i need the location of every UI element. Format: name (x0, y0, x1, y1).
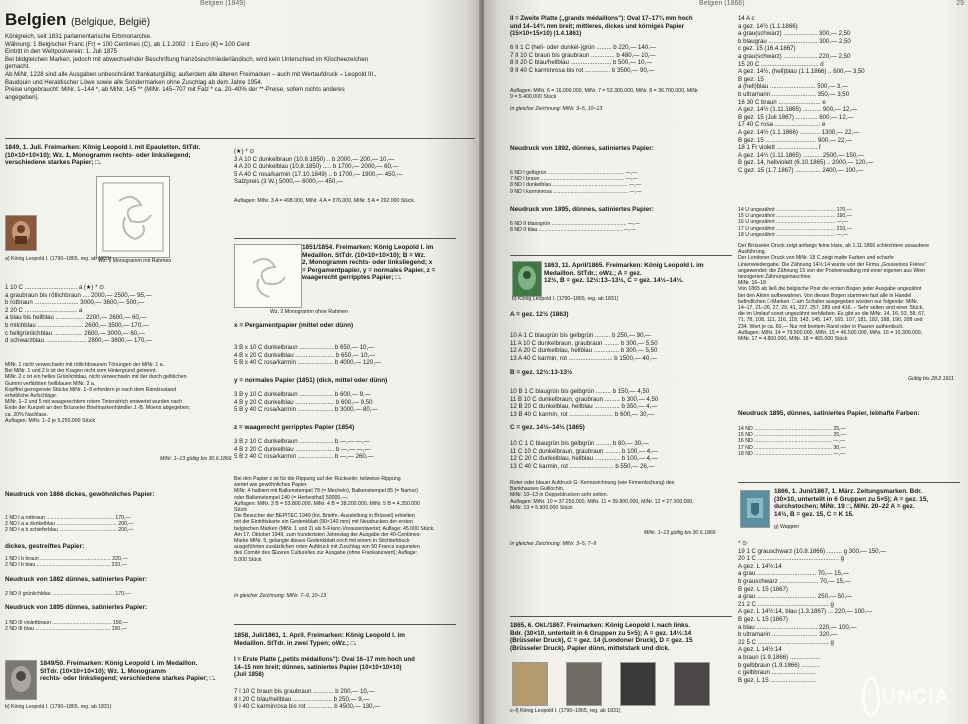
text-line: StTdr. (10×10+10×10); Wz. 1, Monogramm (40, 667, 166, 675)
text-line: 1865, 6. Okt./1867. Freimarken: König Leopold I. nach links. (510, 622, 691, 629)
validity-note: MiNr. 1–13 gültig bis 30.6.1866 (160, 456, 232, 462)
text-line: (★) * ⊙ (234, 148, 255, 155)
text-line: 18 1 Fr violett ........................ f (738, 144, 821, 152)
watermark-monogram-image-2 (234, 244, 302, 308)
text-line: Preise ungebraucht: MiNr. 1–144 *, ab MiNr. 145 ** (MiNr. 145–707 mit Falz * ca. 20–40% der **-Preise, sofern nichts anderes (5, 86, 345, 94)
text-line: 234. Wert je ca. 60,— Nur mit breitem Rand oder in Paaren authentisch. (738, 323, 904, 330)
text-line: = Pergamentpapier, y = normales Papier, z = (302, 266, 436, 274)
text-line: MiNr. 1–2 und 5 mit waagerechtem rotem Tintenstrich entwertet wurden nach (5, 399, 183, 406)
validity-note-2: Gültig bis 28.2.1911 (908, 376, 954, 382)
reprint-1895-rows-r (510, 221, 640, 233)
text-line: 2 ND I b blau ................................................... 220,— (5, 562, 127, 569)
text-line: bei den Akten aufbewahren. Von diesen Bogen stammen fast alle in Handel (738, 292, 912, 299)
x-paper-rows (234, 344, 381, 367)
caption-b: b) König Leopold I. (1790–1865, reg. ab 1831) (5, 704, 112, 710)
text-line: d schwarzblau ........................ 2800,— 3600,— 170,— (5, 337, 152, 345)
text-line: 16 ND ...................................................... —,— (738, 438, 846, 445)
issue-1863-heading (544, 262, 704, 285)
text-line: Roter oder blauer Aufdruck G: Kennzeichnung (wie Firmenlochung) des (510, 480, 675, 486)
text-line: Auflagen: MiNr. 10 = 37.250.000, MiNr. 11 = 39.800.000, MiNr. 12 = 27.300.000, (510, 498, 694, 505)
text-line: a grau(schwarz) .................... 220,— 2,50 (738, 52, 851, 60)
text-line: b milchblau ........................... 2600,— 3500,— 170,— (5, 321, 149, 329)
text-line: 1 ND I b braun ................................................. 220,— (5, 556, 128, 562)
text-line: 10 A 1 C blaugrün bis gelbgrün ......... b 250,— 90,— (510, 332, 652, 339)
text-line: 71, 78, 108, 111, 116, 118, 143, 145, 147, 165, 107, 181, 182, 188, 190, 208 und (738, 317, 923, 324)
text-line: 1858, Juli/1861, 1. April. Freimarken: König Leopold I. im (234, 632, 405, 639)
divider (5, 138, 475, 139)
text-line: a grau ................................... 70,— 15,— (738, 570, 849, 578)
text-line: 8 II 20 C blau/hellblau ........................ b 500,— 10,— (510, 59, 653, 67)
text-line: 14–15 mm breit; dünnes, satiniertes Papier (10×10+10×10) (234, 663, 402, 671)
reprint-1895-rows-2 (738, 426, 846, 457)
text-line: die im Umlauf sonst ungezähnt verblieben. Es gibt so die MiNr. 14, 16, 53, 58, 67, (738, 311, 926, 318)
text-line: mit der Eintrittskarte ein Gedenkblatt (90×140 mm) mit Neudrucken der ersten (234, 519, 413, 526)
right-page (484, 0, 968, 724)
text-line: A gez. 14½ (1.11.1865) ........... 900,— 12,— (738, 106, 858, 114)
issue-1858-heading (234, 632, 405, 647)
text-line: 14 U ungezähnt ......................................... 170,— (738, 207, 852, 213)
text-line: 14 ND ...................................................... 25,— (738, 426, 846, 432)
text-line: 4 A 20 C dunkelblau (10.8.1850) ..... b 1700,— 2000,— 60,— (234, 163, 399, 171)
text-line: MiNr. 2 c ist ein helles Grünlichblau, nicht verwechseln mit der durch gelblichen (5, 374, 187, 381)
text-line: oder Balkenstempel 140 (= Herbesthal) 50000,—. (234, 494, 349, 501)
text-line: 17 40 C rosa ........................... e (738, 121, 826, 129)
text-line: 11 A 10 C dunkelbraun, graubraun ......... b 300,— 5,50 (510, 339, 658, 347)
text-line: 3 B y 10 C dunkelbraun .................... b 600,— 9,— (234, 391, 371, 398)
text-line: gemacht. (5, 63, 31, 71)
issue-1866-heading (774, 488, 928, 518)
text-line: MiNr. 4 halbiert mit Balkenstempel 78 (= Mecheln), Balkenstempel 85 (= Namur) (234, 488, 418, 495)
text-line: Von 1865 ab ließ die belgische Post die ersten Bogen jeder Ausgabe ungezähnt (738, 286, 922, 293)
text-line: 15 U ungezähnt ......................................... 190,— (738, 213, 852, 220)
plate-1-heading (234, 656, 415, 679)
text-line: 13 A 40 C karmin, rot .......................... b 1500,— 40,— (510, 354, 657, 362)
text-line: 10 C 1 C blaugrün bis gelbgrün ......... b 80,— 30,— (510, 440, 649, 447)
left-page (0, 0, 481, 724)
text-line: Der Brüsseler Druck zeigt anfangs feine klare, ab 1.11.1866 schlechtere unsaubere (738, 243, 930, 249)
text-line: I = Erste Platte („petits médaillons"): Oval 16–17 mm hoch und (234, 656, 415, 663)
text-line: 1 ND III violettbraun ......................................... 150,— (5, 620, 129, 626)
text-line: 1849, 1. Juli. Freimarken: König Leopold I. mit Epauletten. StTdr. (5, 144, 201, 151)
issue-1865-table (738, 15, 873, 174)
text-line: 5 B y 40 C rosa/karmin ..................... b 3000,— 80,— (234, 406, 378, 414)
reprint-1895-heading: Neudruck von 1895 dünnes, satiniertes Papier: (5, 604, 148, 611)
caption-b-right: b) König Leopold I. (1790–1865, reg. ab 1831) (512, 296, 619, 302)
issue-1849-50-heading (40, 660, 215, 683)
text-line: 6 ND II blassgrün .................................................... —,— (510, 221, 640, 227)
page-number: 29 (956, 0, 964, 7)
text-line: 2 ND II grünlichblau ........................................... 170,— (5, 591, 131, 597)
text-line: a grau ................................... 250,— 50,— (738, 593, 853, 601)
plate-2-heading (510, 15, 693, 38)
text-line: 5 B z 40 C rosa/karmin ..................... b —,— 260,— (234, 453, 374, 461)
text-line: 9 II 40 C karminrosa bis rot ............... b 3500,— 90,— (510, 66, 655, 74)
plate-1-rows (234, 688, 380, 711)
text-line: Linienwiedergabe. Die Zähnung 14½:14 wurde von der Firma „Gouweloos Frères" (738, 261, 927, 268)
text-line: 6 II 1 C (hell- oder dunkel-)grün ......... b 220,— 140,— (510, 44, 656, 51)
stamp-image-g (740, 490, 770, 528)
text-line: 7 II 10 C braun bis graubraun .............. b 480,— 10,— (510, 51, 656, 59)
text-line: verschiedene starkes Papier; □. (5, 159, 101, 167)
text-line: c gez. 15 (16.4.1867) (738, 45, 796, 53)
text-line: a blau bis hellblau ................. 2200,— 2600,— 60,— (5, 314, 147, 322)
text-line: 11 C 10 C dunkelbraun, graubraun ......... b 100,— 4,— (510, 447, 658, 455)
text-line: rechts- oder linksliegend; verschiedene starkes Papier; □. (40, 675, 216, 683)
text-line: 12½, B = gez. 12½:13–13½, C = gez. 14½–14½. (544, 277, 684, 285)
text-line: Währung: 1 Belgischer Franc (Fr) = 100 Centimes (C), ab 1.1.2002 : 1 Euro (€) = 100 Cent (5, 40, 250, 48)
perf-c-rows (510, 440, 658, 470)
text-line: 14 A c (738, 15, 755, 22)
page-title: Belgien (Belgique, België) (5, 10, 151, 29)
stamp-image-e (620, 662, 656, 706)
reprint-1892-rows (510, 170, 641, 195)
text-line: Gummi verfärbten hellblauen MiNr. 2 a. (5, 380, 96, 387)
text-line: MiNr. 13 = 5.900.000 Stück (510, 504, 573, 511)
text-line: A gez. 14½, (hell)blau (1.1.1866) .. 600,— 3,50 (738, 68, 865, 76)
text-line: des Comité des Œuvres Culturelles zur Ausgabe (ohne Frankaturwert); Auflage: (234, 550, 418, 557)
text-line: 15 20 C .................................. d (738, 60, 824, 68)
stamp-image-a (5, 215, 37, 251)
text-line: 1 10 C ............................... a (★) * ⊙ (5, 284, 105, 291)
issue-1851-heading (302, 244, 435, 282)
stamp-image-f (674, 662, 710, 706)
divider (510, 255, 732, 256)
text-line: 1851/1854. Freimarken: König Leopold I. im (302, 244, 434, 251)
text-line: (10×10+10×10); Wz. 1, Monogramm rechts- oder linksliegend; (5, 151, 191, 159)
text-line: 17 ND ...................................................... 30,— (738, 444, 846, 451)
reprint-1895-heading-r: Neudruck von 1895, dünnes, satiniertes Papier: (510, 206, 654, 213)
text-line: und 14–14¾ mm breit; mittleres, dickes und körniges Papier (510, 22, 685, 30)
text-line: Baudouin und Heraldischer Löwe sowie alle Sondermarken ohne Zuschlag ab dem Jahre 1954. (5, 78, 263, 86)
text-line: 12 A 20 C dunkelblau, hellblau ............... b 300,— 5,50 (510, 347, 658, 355)
text-line: 5 B x 40 C rosa/karmin ..................... b 4000,— 120,— (234, 359, 381, 367)
text-line: 22 5 C .......................................... g (738, 638, 834, 646)
divider (234, 238, 456, 239)
text-line: 9 I 40 C karminrosa bis rot ............... b 4500,— 130,— (234, 703, 381, 711)
text-line: 14½, B = gez. 15, C = K 15. (774, 510, 854, 518)
text-line: c gelbbraun .......................... (738, 669, 816, 677)
text-line: (30×10, unterteilt in 6 Gruppen zu 5×5); A = gez. 15, (774, 495, 929, 503)
text-line: Am 17. Oktober 1949, zum hundertsten Jahrestag der Ausgabe der 40-Centimes- (234, 531, 422, 538)
text-line: Kopffrei gezogenste Stücke MiNr. 1–9 erfordern je nach dem Randzustand (5, 386, 177, 393)
stamp-image-c (512, 662, 548, 706)
text-line: Medaillon. StTdr. in zwei Typen; oWz.; □. (234, 639, 357, 647)
text-line: 2 ND I a b schieferblau ........................................ 200,— (5, 527, 134, 534)
text-line: B gez. 15 .............................. 900,— 22,— (738, 136, 853, 144)
plate-2-rows (510, 44, 656, 74)
text-line: A gez. 14½ (1.1.1866) ............ 1300,— 22,— (738, 128, 860, 136)
reprint-1882-heading: Neudruck von 1882 dünnes, satiniertes Papier: (5, 576, 148, 583)
text-line: Stück (234, 507, 247, 514)
text-line: 8 ND I dunkelblau .................................................... —,— (510, 182, 641, 189)
text-line: Ab MiNr. 1228 sind alle Ausgaben unbeschränkt frankaturgültig; außerdem alle älteren Freimarken – auch mit Wertaufdruck – Leopold III., (5, 70, 377, 78)
text-line: bezogenen Zähnungsmaschine. (738, 274, 812, 281)
col2-notes-right (738, 243, 929, 342)
text-line: 1849/50. Freimarken: König Leopold I. im Medaillon. (40, 660, 198, 667)
text-line: Medaillon. StTdr. (10×10+10×10); B = Wz. (302, 251, 426, 259)
text-line: 4 B y 20 C dunkelblau ....................... b 600,— 9,50 (234, 398, 373, 406)
text-line: A gez. L 14½:14 (738, 562, 782, 570)
same-design: In gleicher Zeichnung: MiNr. 3–5, 10–13 (510, 106, 603, 112)
text-line: MiNr. 17 = 4.800.000, MiNr. 18 = 465.000 Stück (738, 336, 848, 343)
reprint-1866-rows (5, 515, 134, 534)
text-line: 12 B 20 C dunkelblau, hellblau ............... b 350,— 4,— (510, 403, 658, 411)
text-line: A gez. L 14½:14 (738, 646, 782, 654)
reprint-1882-rows (5, 591, 131, 597)
perf-c-heading: C = gez. 14½–14½ (1865) (510, 424, 585, 431)
text-line: 7 ND I braun .......................................................... —,— (510, 176, 638, 183)
text-line: c hellgrünlichblau ................. 2600,— 3000,— 60,— (5, 329, 145, 337)
text-line: 5.000 Stück (234, 556, 262, 563)
text-line: MiNr. 1 nicht verwechseln mit rötlichbraunen Tönungen der MiNr. 1 a. (5, 362, 165, 368)
text-line: ausgeführten zusätzlichen roten Aufdruck mit Zuschlag von 50 Francs zugunsten (234, 544, 420, 551)
text-line: 4 B z 20 C dunkelblau ....................... b —,— —,— (234, 445, 371, 453)
text-line: erhebliche Aufschläge. (5, 393, 58, 400)
text-line: a (hell)blau ........................... 500,— 3,— (738, 83, 849, 91)
text-line: II = Zweite Platte („grands médaillons"): Oval 17–17¾ mm hoch (510, 15, 693, 22)
text-line: 18 U ungezähnt ......................................... —,— (738, 231, 849, 238)
text-line: 9 = 5.400.000 Stück (510, 94, 557, 101)
text-line: Auflagen: MiNr. 1–2 je 5.250.000 Stück (5, 417, 95, 424)
stamp-image-d (566, 662, 602, 706)
text-line: ca. 20% Nachlass. (5, 411, 48, 418)
text-line: 5 A 40 C rosa/karmin (17.10.1849) .. b 1700,— 1900,— 450,— (234, 170, 403, 178)
text-line: b ultramarin .......................... 350,— 3,50 (738, 90, 850, 98)
text-line: B gez. 15 (738, 75, 764, 83)
text-line: a blau .................................... 220,— 100,— (738, 623, 857, 631)
text-line: Die Besucher der BEPITEC 1949 (Int. Briefm.-Ausstellung in Brüssel) erhielten (234, 513, 415, 520)
text-line: b grauschwarz ....................... 70,— 15,— (738, 577, 851, 585)
text-line: wertet wie gewöhnliches Papier. (234, 482, 308, 489)
text-line: waagerecht gerripptes Papier; □. (302, 274, 402, 282)
reprint-1866-heading: Neudruck von 1866 dickes, gewöhnliches Papier: (5, 491, 155, 498)
col2-notes (234, 476, 435, 563)
text-line: Bankhauses Guillochin. (510, 486, 565, 493)
text-line: durchstochen; MiNr. 19 □, MiNr. 20–22 A = gez. (774, 503, 915, 511)
text-line: Bei bildgleichen Marken, jedoch mit abwechselnder Beschriftung französisch/niederländisch, wird kein Unterschied im Klischeezeichen (5, 55, 369, 63)
text-line: 21 2 C .......................................... g (738, 600, 834, 608)
text-line: Bei MiNr. 1 und 2 b ist der Kragen nicht vom Hintergrund getrennt. (5, 368, 157, 375)
text-line: 1863, 11. April/1865. Freimarken: König Leopold I. im (544, 262, 704, 269)
text-line: 20 1 C ................................................ g (738, 555, 844, 563)
text-line: b ultramarin ........................... 320,— (738, 631, 838, 639)
issue-1849-heading (5, 144, 200, 167)
text-line: 1 ND I a rotbraun ............................................... 170,— (5, 515, 131, 521)
text-line: Königreich, seit 1831 parlamentarische Erbmonarchie. (5, 33, 152, 40)
caption-wz1: Wz. 1 Monogramm mit Rahmen (98, 258, 172, 264)
text-line: befindlichen □-Marken. □ am Schalter ausgegeben wurden nur folgende: MiNr. (738, 298, 919, 305)
caption-a: a) König Leopold I. (1790–1865, reg. ab 1831) (5, 256, 112, 262)
reprint-1892-heading: Neudruck von 1892, dünnes, satiniertes Papier: (510, 145, 654, 152)
text-line: Der Londoner Druck von MiNr. 18 C zeigt matte Farben und scharfe (738, 255, 894, 262)
intro-text (5, 33, 376, 101)
text-line: * ⊙ (738, 540, 748, 547)
perf-b-heading: B = gez. 12½:13-13½ (510, 369, 573, 376)
text-line: belgischen Marken (MiNr. 1 und 2) als 5-Franc-Vorausentwertet; Auflage: 45.000 Stück. (234, 525, 435, 532)
text-line: b rotbraun .......................... 3000,— 3600,— 500,— (5, 299, 145, 307)
divider (234, 624, 456, 625)
text-line: 2 ND I a a dunkelblau .......................................... 200,— (5, 521, 134, 528)
text-line: Ende der Kunzeit an den Brüsseler Briefmarkenhändler J.-B. Moens abgegeben; (5, 405, 191, 412)
text-line: 16 30 C braun ......................... e (738, 98, 826, 106)
table-1849 (5, 284, 152, 345)
text-line: 17 U ungezähnt ......................................... 210,— (738, 225, 852, 232)
text-line: 3 A 10 C dunkelbraun (10.8.1850) .. b 2000,— 200,— 10,— (234, 155, 395, 163)
text-line: 13 C 40 C karmin, rot .......................... b 550,— 26,— (510, 462, 655, 470)
text-line: Eintritt in den Weltpostverein: 1. Juli 1875 (5, 48, 118, 56)
perf-b-rows (510, 388, 658, 418)
text-line: (15×10+15×10) (1.4.1861) (510, 30, 582, 38)
text-line: angewendet; die Zähnung 15 von der Postverwaltung mit einer eigenen aus Wien (738, 267, 926, 274)
issue-1866-table (738, 540, 886, 684)
thick-paper-heading: dickes, gestreiftes Papier: (5, 543, 85, 550)
caption-cf: c–f) König Leopold I. (1790–1865, reg. ab 1831) (510, 708, 621, 714)
text-line: Auflagen: MiNr. 14 = 79.500.000, MiNr. 15 = 46.500.000, MiNr. 16 = 10.300.000, (738, 329, 923, 336)
text-line: (Brüsseler Druck). Papier dünn, mittelstark und dick. (510, 644, 670, 652)
table-3a-5a (234, 148, 403, 186)
x-paper-heading: x = Pergamentpapier (mittel oder dünn) (234, 322, 354, 329)
text-line: 3 B z 10 C dunkelbraun .................... b —,— —,— (234, 438, 370, 445)
perf-a-rows (510, 332, 658, 362)
divider (510, 616, 732, 617)
text-line: MiNr. 16–18 (738, 280, 766, 287)
text-line: a grau(schwarz) .................... 300,— 2,50 (738, 30, 851, 38)
text-line: A gez. L 14½:14, blau (1.3.1867) ... 220,— 100,— (738, 608, 873, 616)
text-line: Satzpreis (3 W.) 5000,— 6000,— 450,— (234, 178, 344, 186)
col2-same-design: In gleicher Zeichnung: MiNr. 7–9, 10–13 (234, 593, 327, 599)
text-line: B gez. 14, hellviolett (6.10.1865) .. 2000,— 120,— (738, 159, 874, 167)
text-line: Marke MiNr. 5, gelangte dieses Gedenkblatt noch mit einem in Stichtiefdruck (234, 538, 410, 545)
text-line: Ausführung. (738, 249, 766, 256)
stamp-image-green (512, 261, 542, 297)
text-line: 2 20 C ............................... a (5, 306, 83, 314)
text-line: b blaugrau ............................. 300,— 2,50 (738, 37, 851, 45)
y-paper-rows (234, 391, 378, 414)
text-line: B gez. L 15 (1867) (738, 585, 788, 593)
text-line: B gez. L 15 (1867) (738, 615, 788, 623)
text-line: 13 B 40 C karmin, rot .......................... b 600,— 30,— (510, 410, 655, 418)
text-line: B gez. L 15 ........................... (738, 676, 817, 684)
watermark-monogram-image (96, 176, 170, 258)
text-line: 2 ND III blau .................................................... 150,— (5, 626, 127, 633)
text-line: (Brüsseler Druck), C = gez. 14 (Londoner Druck), D = gez. 15 (510, 637, 693, 645)
text-line: 8 I 20 C blau/hellblau ....................... b 250,— 9,— (234, 695, 370, 703)
caption-wz2: Wz. 2 Monogramm ohne Rahmen (270, 309, 348, 315)
col1-notes (510, 480, 694, 511)
text-line: 2, Monogramm rechts- oder linksliegend; x (302, 259, 433, 267)
caption-g: g) Wappen (774, 524, 800, 530)
text-line: A gez. 14½ (1.11.1865) ........... 2500,— 150,— (738, 151, 864, 159)
same-design-2: In gleicher Zeichnung: MiNr. 3–5, 7–9 (510, 541, 597, 547)
text-line: a graubraun bis rötlichbraun .... 2000,— 2500,— 95,— (5, 291, 152, 299)
z-paper-rows (234, 438, 374, 461)
notes-1849 (5, 362, 190, 424)
thick-paper-rows (5, 556, 128, 568)
text-line: 8 ND II blau .......................................................... —,— (510, 227, 636, 234)
text-line: 11 B 10 C dunkelbraun, graubraun ......... b 300,— 4,50 (510, 395, 659, 403)
text-line: 12 C 20 C dunkelblau, hellblau ............... b 100,— 4,— (510, 455, 658, 463)
text-line: C gez. 15 (1.7.1867) ............... 2400,— 100,— (738, 166, 864, 174)
text-line: (Juli 1858) (234, 671, 264, 679)
text-line: 3 B x 10 C dunkelbraun .................... b 650,— 10,— (234, 344, 375, 351)
text-line: 15 ND ...................................................... 25,— (738, 432, 846, 439)
issue-1865-heading (510, 622, 693, 652)
ungez-rows (738, 207, 852, 238)
text-line: 7 I 10 C braun bis graubraun ............ b 200,— 10,— (234, 688, 375, 695)
text-line: 4 B x 20 C dunkelblau ....................... b 650,— 10,— (234, 351, 376, 359)
text-line: 19 1 C grauschwarz (10.8.1866) ......... g 300,— 150,— (738, 547, 887, 555)
text-line: a gez. 14½ (1.1.1866) (738, 22, 798, 30)
aufl-3a-5a: Auflagen: MiNr. 3 A = 498.000, MiNr. 4 A = 376.000, MiNr. 5 A = 292.000 Stück (234, 198, 414, 204)
reprint-1895-rows (5, 620, 128, 632)
text-line: 18 ND ...................................................... —,— (738, 450, 846, 457)
uncia-watermark-logo: UNCIA (862, 676, 950, 718)
divider (738, 482, 960, 483)
text-line: MiNr. 10–13 in Doppeldrucken sehr selten. (510, 492, 609, 499)
text-line: b gelbbraun (1.9.1866) ........... (738, 661, 820, 669)
text-line: Medaillon. StTdr.; oWz.; A = gez. (544, 269, 642, 277)
z-paper-heading: z = waagerecht gerripptes Papier (1854) (234, 424, 355, 431)
text-line: 10 B 1 C blaugrün bis gelbgrün ......... b 150,— 4,50 (510, 388, 650, 395)
text-line: angegeben). (5, 93, 40, 101)
text-line: Auflagen: MiNr. 3 B = 53.800.000, MiNr. 4 B = 38.200.000, MiNr. 5 B = 4.350.000 (234, 500, 420, 507)
text-line: a braun (1.9.1866) .................. (738, 653, 821, 661)
running-header: Belgien (1866) (699, 0, 745, 7)
text-line: Bdr. (30×10, unterteilt in 6 Gruppen zu 5×5); A = gez. 14½:14 (510, 629, 692, 637)
text-line: 1866, 1. Juni/1867, 1. März. Zeitungsmarken. Bdr. (774, 488, 923, 495)
plate-2-aufl (510, 88, 699, 100)
text-line: 16 U ungezähnt ......................................... —,— (738, 219, 849, 226)
stamp-image-b (5, 660, 37, 700)
reprint-1895-heading-2: Neudruck 1895, dünnes, satiniertes Papier, lebhafte Farben: (738, 410, 920, 417)
running-header: Belgien (1849) (200, 0, 246, 7)
text-line: Bei den Papier z ist für die Rippung auf der Rückseite; teilweise Rippung (234, 476, 401, 482)
text-line: 6 ND I gelbgrün ..................................................... —,— (510, 170, 638, 176)
y-paper-heading: y = normales Papier (1851) (dick, mittel oder dünn) (234, 377, 388, 384)
text-line: B gez. 15 (Juli 1867) ............. 600,— 12,— (738, 113, 854, 121)
text-line: 9 ND I karminrosa .................................................... —,— (510, 188, 642, 195)
validity-note-right: MiNr. 1–13 gültig bis 30.6.1866 (644, 530, 716, 536)
text-line: 14–17, 21–26, 27, 29, 41, 227, 257, 289 und 416. – Sehr selten sind einer Stück, (738, 305, 924, 312)
perf-a-heading: A = gez. 12½ (1863) (510, 311, 569, 318)
text-line: Auflagen: MiNr. 6 = 16.000.000, MiNr. 7 = 53.300.000, MiNr. 8 = 36.700.000, MiNr. (510, 88, 700, 94)
